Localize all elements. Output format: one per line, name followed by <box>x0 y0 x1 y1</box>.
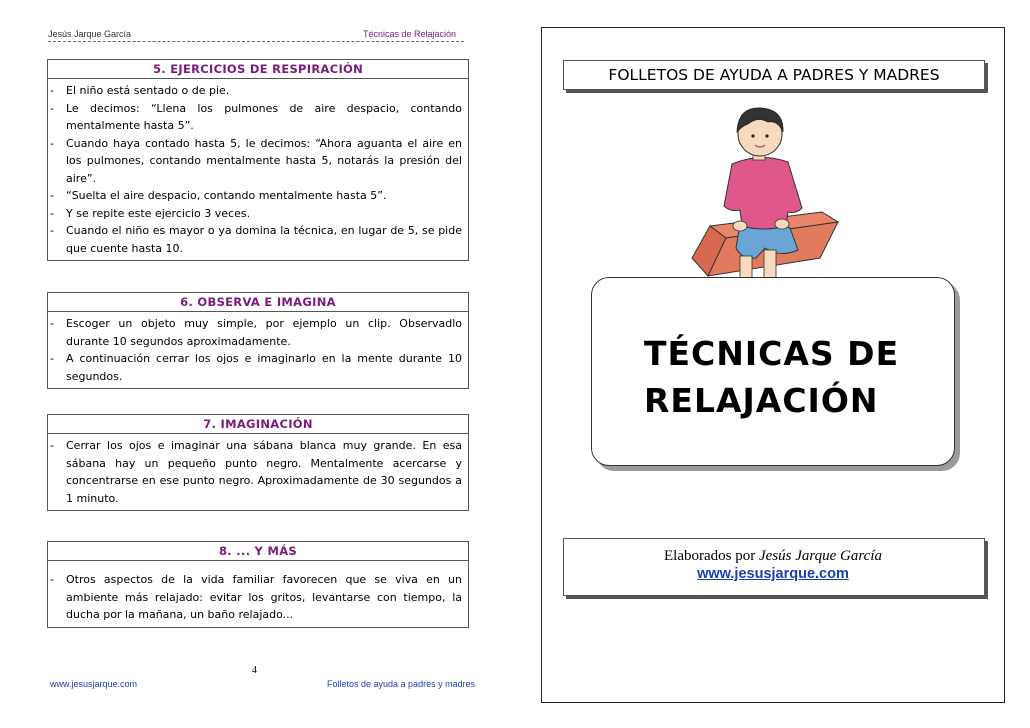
section-breathing <box>47 59 469 261</box>
section-title: 8. ... Y MÁS <box>48 542 468 561</box>
series-title: FOLLETOS DE AYUDA A PADRES Y MADRES <box>563 60 985 90</box>
website-link[interactable]: www.jesusjarque.com <box>697 566 849 582</box>
header-author: Jesús Jarque García <box>48 29 132 39</box>
list-item: - “Suelta el aire despacio, contando mentalmente hasta 5”. <box>50 189 387 202</box>
section-title: 7. IMAGINACIÓN <box>48 415 468 434</box>
header-divider <box>48 41 464 42</box>
footer-series-title: Folletos de ayuda a padres y madres <box>327 679 476 689</box>
credit-line: Elaborados por Jesús Jarque García <box>663 548 882 564</box>
header-topic: Técnicas de Relajación <box>363 29 457 39</box>
section-title: 6. OBSERVA E IMAGINA <box>48 293 468 312</box>
footer-url-link[interactable]: www.jesusjarque.com <box>50 679 138 689</box>
list-item: - Cerrar los ojos e imaginar una sábana blanca muy grande. En esa sábana hay un pequeño punto negro. Mentalmente acercarse y concentrarse en ese punto negro. Aproximadamente de 30 segundos a 1 minuto. <box>50 439 462 505</box>
page-number: 4 <box>252 665 257 676</box>
section-imagination <box>47 414 469 511</box>
list-item: - Otros aspectos de la vida familiar favorecen que se viva en un ambiente más relajado: evitar los gritos, levantarse con tiempo, la ducha por la mañana, un baño relajado... <box>50 573 462 621</box>
list-item: - Le decimos: “Llena los pulmones de aire despacio, contando mentalmente hasta 5”. <box>50 101 462 132</box>
list-item: - El niño está sentado o de pie. <box>50 84 230 97</box>
section-observe-imagine <box>47 292 469 389</box>
list-item: - Escoger un objeto muy simple, por ejemplo un clip. Observadlo durante 10 segundos aproximadamente. <box>50 317 462 348</box>
section-more <box>47 541 469 628</box>
section-title: 5. EJERCICIOS DE RESPIRACIÓN <box>48 60 468 79</box>
main-title: TÉCNICAS DE RELAJACIÓN <box>644 334 900 420</box>
list-item: - Cuando haya contado hasta 5, le decimos: “Ahora aguanta el aire en los pulmones, contando mentalmente hasta 5, notarás la presión del aire”. <box>50 136 462 185</box>
list-item: - Cuando el niño es mayor o ya domina la técnica, en lugar de 5, se pide que cuente hasta 10. <box>50 224 462 255</box>
list-item: - Y se repite este ejercicio 3 veces. <box>50 206 251 220</box>
list-item: - A continuación cerrar los ojos e imaginarlo en la mente durante 10 segundos. <box>50 352 462 383</box>
